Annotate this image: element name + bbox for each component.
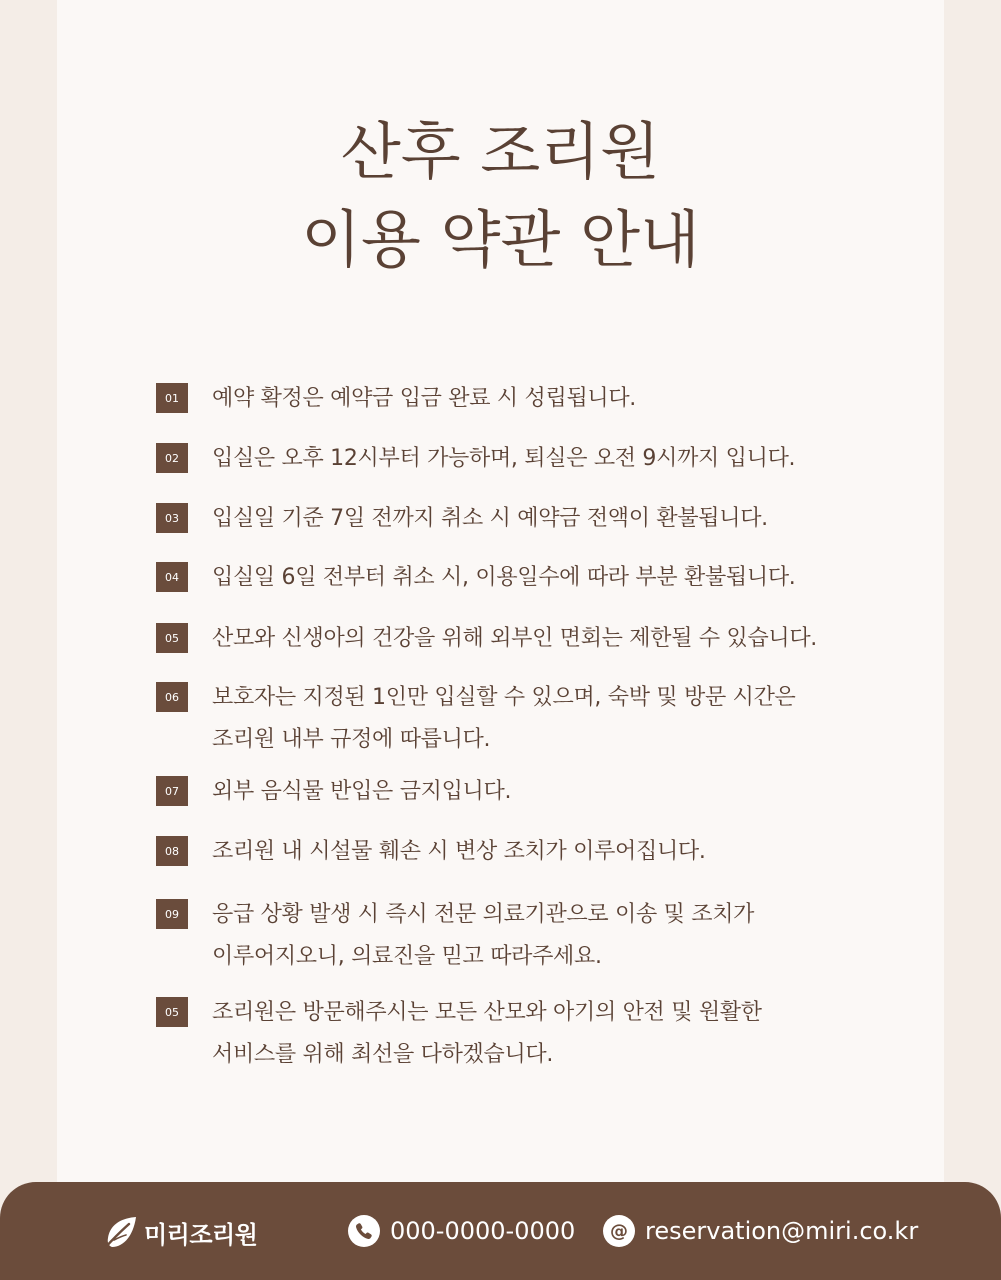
term-text: 입실일 기준 7일 전까지 취소 시 예약금 전액이 환불됩니다.	[212, 506, 768, 531]
phone-contact[interactable]	[348, 1215, 575, 1247]
page-title	[0, 108, 1001, 284]
term-item-08	[156, 831, 872, 873]
term-item-03	[156, 498, 872, 540]
brand-logo	[102, 1214, 257, 1250]
phone-icon	[348, 1215, 380, 1247]
term-text: 응급 상황 발생 시 즉시 전문 의료기관으로 이송 및 조치가 이루어지오니, 의료진을 믿고 따라주세요.	[212, 902, 755, 969]
term-item-09	[156, 894, 872, 978]
term-number-badge: 09	[156, 899, 188, 929]
footer-bar	[0, 1182, 1001, 1280]
term-text: 산모와 신생아의 건강을 위해 외부인 면회는 제한될 수 있습니다.	[212, 626, 817, 651]
term-text: 보호자는 지정된 1인만 입실할 수 있으며, 숙박 및 방문 시간은 조리원 내부 규정에 따릅니다.	[212, 685, 796, 752]
term-number-badge: 06	[156, 682, 188, 712]
title-line-1: 산후 조리원	[340, 115, 661, 188]
term-text: 예약 확정은 예약금 입금 완료 시 성립됩니다.	[212, 386, 636, 411]
term-text: 조리원 내 시설물 훼손 시 변상 조치가 이루어집니다.	[212, 839, 706, 864]
leaf-icon	[102, 1214, 140, 1250]
term-number-badge: 04	[156, 562, 188, 592]
term-text: 입실은 오후 12시부터 가능하며, 퇴실은 오전 9시까지 입니다.	[212, 446, 796, 471]
email-address: reservation@miri.co.kr	[645, 1217, 919, 1245]
term-item-04	[156, 557, 872, 599]
phone-number: 000-0000-0000	[390, 1217, 576, 1245]
term-text: 외부 음식물 반입은 금지입니다.	[212, 779, 512, 804]
term-item-07	[156, 771, 872, 813]
term-number-badge: 07	[156, 776, 188, 806]
term-number-badge: 01	[156, 383, 188, 413]
term-item-02	[156, 438, 872, 480]
term-text: 입실일 6일 전부터 취소 시, 이용일수에 따라 부분 환불됩니다.	[212, 565, 796, 590]
term-text: 조리원은 방문해주시는 모든 산모와 아기의 안전 및 원활한 서비스를 위해 최선을 다하겠습니다.	[212, 1000, 762, 1067]
email-contact[interactable]	[603, 1215, 918, 1247]
at-icon: @	[603, 1215, 635, 1247]
term-item-10	[156, 992, 872, 1076]
term-number-badge: 05	[156, 997, 188, 1027]
term-number-badge: 08	[156, 836, 188, 866]
term-item-06	[156, 677, 872, 761]
brand-name: 미리조리원	[144, 1220, 258, 1249]
term-number-badge: 02	[156, 443, 188, 473]
term-item-05	[156, 618, 872, 660]
term-number-badge: 03	[156, 503, 188, 533]
term-item-01	[156, 378, 872, 420]
title-line-2: 이용 약관 안내	[301, 203, 700, 276]
term-number-badge: 05	[156, 623, 188, 653]
